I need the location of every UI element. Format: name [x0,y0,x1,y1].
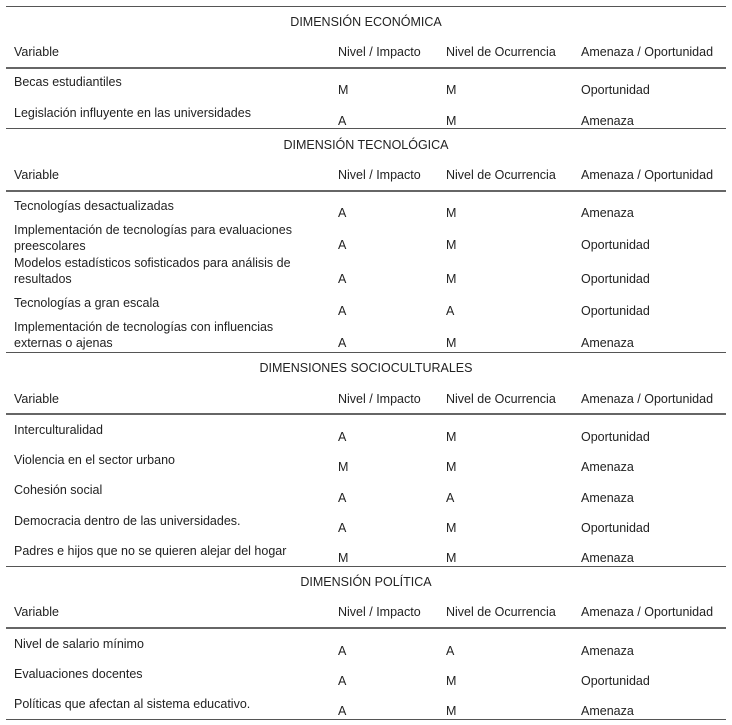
header-occurrence: Nivel de Ocurrencia [446,168,556,182]
row-impact: A [338,206,347,220]
row-occurrence: M [446,336,457,350]
row-type: Oportunidad [581,238,650,252]
row-variable: Implementación de tecnologías para evaluaciones preescolares [14,223,292,253]
row-impact: A [338,304,347,318]
row-variable: Nivel de salario mínimo [14,637,144,651]
row-variable: Padres e hijos que no se quieren alejar del hogar [14,544,287,558]
header-variable: Variable [14,45,59,59]
section-rule [6,128,726,129]
section-rule [6,566,726,567]
row-occurrence: M [446,206,457,220]
row-type: Amenaza [581,206,634,220]
section-title: DIMENSIÓN TECNOLÓGICA [283,138,449,152]
header-occurrence: Nivel de Ocurrencia [446,45,556,59]
header-type: Amenaza / Oportunidad [581,605,714,619]
header-occurrence: Nivel de Ocurrencia [446,605,556,619]
header-rule [6,413,726,415]
section-title: DIMENSIONES SOCIOCULTURALES [259,361,473,375]
row-type: Amenaza [581,460,634,474]
row-type: Amenaza [581,336,634,350]
header-variable: Variable [14,392,59,406]
row-variable: Violencia en el sector urbano [14,453,175,467]
row-occurrence: M [446,551,457,565]
row-type: Amenaza [581,704,634,718]
header-type: Amenaza / Oportunidad [581,45,714,59]
row-impact: A [338,521,347,535]
row-occurrence: M [446,272,457,286]
header-rule [6,190,726,192]
row-type: Amenaza [581,551,634,565]
row-variable: Interculturalidad [14,423,103,437]
row-occurrence: A [446,644,455,658]
row-impact: A [338,238,347,252]
row-type: Oportunidad [581,674,650,688]
section-rule [6,352,726,353]
row-type: Oportunidad [581,272,650,286]
header-rule [6,67,726,69]
header-impact: Nivel / Impacto [338,392,421,406]
row-occurrence: A [446,491,455,505]
row-impact: A [338,674,347,688]
row-type: Amenaza [581,491,634,505]
row-occurrence: M [446,83,457,97]
row-impact: A [338,430,347,444]
row-variable: Cohesión social [14,483,103,497]
row-impact: M [338,83,349,97]
header-variable: Variable [14,168,59,182]
row-variable: Becas estudiantiles [14,75,122,89]
top-rule [6,6,726,7]
row-impact: M [338,551,349,565]
row-variable: Políticas que afectan al sistema educativo. [14,697,251,711]
row-impact: A [338,114,347,128]
header-impact: Nivel / Impacto [338,168,421,182]
header-rule [6,627,726,629]
header-type: Amenaza / Oportunidad [581,168,714,182]
row-occurrence: M [446,521,457,535]
row-impact: A [338,336,347,350]
row-variable: Legislación influyente en las universidades [14,106,251,120]
row-variable: Modelos estadísticos sofisticados para análisis de resultados [14,256,291,286]
row-impact: A [338,644,347,658]
row-occurrence: M [446,238,457,252]
row-occurrence: M [446,460,457,474]
header-impact: Nivel / Impacto [338,45,421,59]
row-variable: Democracia dentro de las universidades. [14,514,241,528]
row-variable: Tecnologías desactualizadas [14,199,174,213]
row-type: Amenaza [581,644,634,658]
row-impact: A [338,491,347,505]
header-impact: Nivel / Impacto [338,605,421,619]
row-type: Amenaza [581,114,634,128]
row-occurrence: A [446,304,455,318]
row-type: Oportunidad [581,83,650,97]
header-type: Amenaza / Oportunidad [581,392,714,406]
row-occurrence: M [446,430,457,444]
section-title: DIMENSIÓN POLÍTICA [300,575,432,589]
row-occurrence: M [446,674,457,688]
row-occurrence: M [446,704,457,718]
row-type: Oportunidad [581,430,650,444]
section-rule [6,719,726,720]
row-impact: M [338,460,349,474]
row-occurrence: M [446,114,457,128]
row-variable: Implementación de tecnologías con influencias externas o ajenas [14,320,274,350]
row-impact: A [338,272,347,286]
row-impact: A [338,704,347,718]
header-occurrence: Nivel de Ocurrencia [446,392,556,406]
row-type: Oportunidad [581,521,650,535]
header-variable: Variable [14,605,59,619]
row-variable: Tecnologías a gran escala [14,296,160,310]
section-title: DIMENSIÓN ECONÓMICA [290,15,442,29]
row-variable: Evaluaciones docentes [14,667,143,681]
row-type: Oportunidad [581,304,650,318]
